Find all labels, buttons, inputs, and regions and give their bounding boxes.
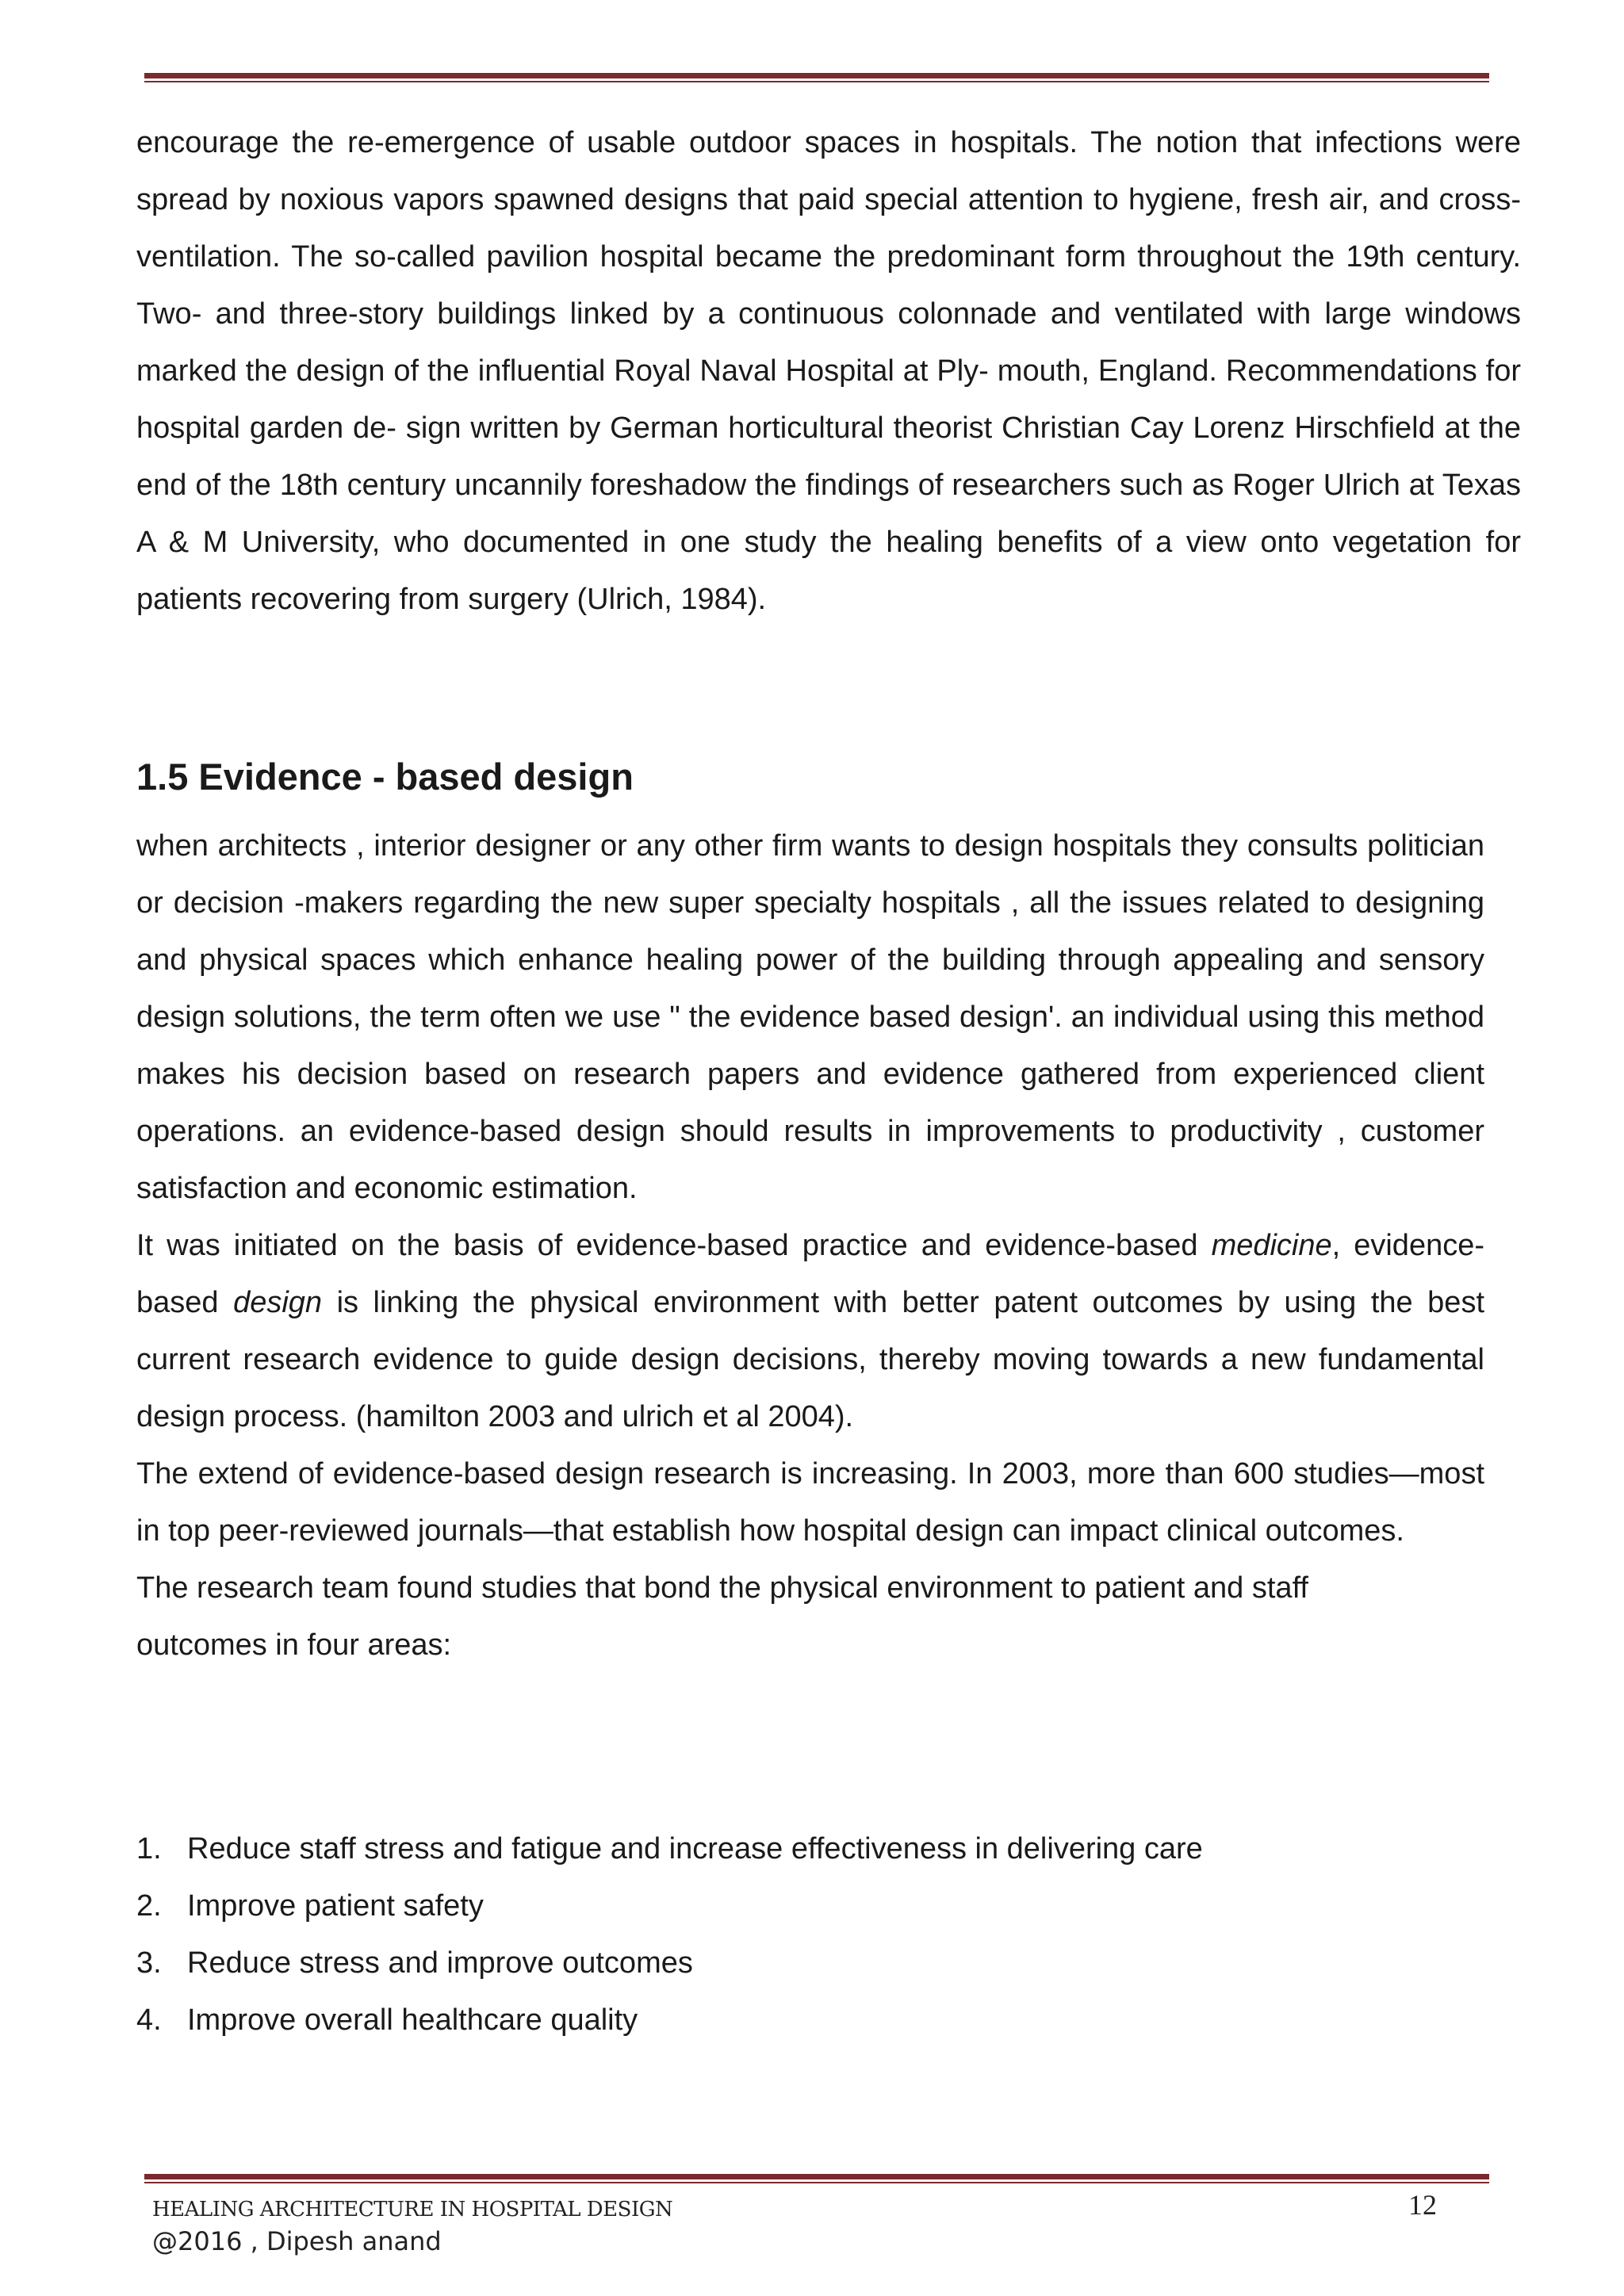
body-paragraph-2-last: a new fundamental design process. (hamilton 2003 and ulrich et al 2004). xyxy=(136,1343,1485,1433)
list-item xyxy=(136,1820,1203,1877)
body-paragraph-1 xyxy=(136,817,1484,1217)
emphasis-design: design xyxy=(233,1286,323,1319)
body-paragraph-3-last: clinical outcomes. xyxy=(1166,1514,1404,1548)
body-paragraph-3 xyxy=(136,1445,1484,1559)
list-item-number: 2. xyxy=(136,1889,162,1923)
body-paragraph-1-last: estimation. xyxy=(491,1172,638,1205)
list-item xyxy=(136,1877,1203,1934)
footer-rule xyxy=(144,2174,1489,2183)
body-paragraph-2-mid: , evidence-based xyxy=(136,1229,1484,1319)
intro-last-line: from surgery (Ulrich, 1984). xyxy=(399,583,767,616)
body-paragraph-4-last: outcomes in four areas: xyxy=(136,1628,452,1662)
body-paragraph-2 xyxy=(136,1217,1484,1445)
footer-document-title: HEALING ARCHITECTURE IN HOSPITAL DESIGN xyxy=(152,2198,673,2221)
body-paragraph-1-text: when architects , interior designer or any other firm wants to design hospitals they consults politician or decision -makers regarding the new super specialty hospitals , all the issues related to designing and physical spaces which enhance healing power of the building through appealing and sensory design solutions, the term often we use " the evidence based design'. an individual using this method makes his decision based on research papers and evidence gathered from experienced client operations. an evidence-based design should results in improvements to productivity , customer satisfaction and economic xyxy=(136,829,1484,1205)
header-rule xyxy=(144,73,1489,82)
body-paragraph-3-text: The extend of evidence-based design research is increasing. In 2003, more than 600 studies—most in top peer-reviewed journals—that establish how hospital design can impact xyxy=(136,1457,1484,1548)
intro-paragraph xyxy=(136,114,1521,628)
body-paragraph-4 xyxy=(136,1559,1484,1674)
body-paragraph-4-text: The research team found studies that bond the physical environment to patient and staff xyxy=(136,1571,1308,1605)
body-paragraph-2-start: It was initiated on the basis of evidence-based practice and evidence-based xyxy=(136,1229,1212,1262)
list-item xyxy=(136,1992,1203,2049)
footer-credit: @2016 , Dipesh anand xyxy=(152,2226,442,2256)
list-item-number: 4. xyxy=(136,2003,162,2037)
page-number: 12 xyxy=(1408,2189,1437,2221)
list-item-text: Improve overall healthcare quality xyxy=(187,2003,638,2037)
list-item-text: Improve patient safety xyxy=(187,1889,484,1923)
intro-text: encourage the re-emergence of usable outdoor spaces in hospitals. The notion that infections were spread by noxious vapors spawned designs that paid special attention to hygiene, fresh air, and cross-ventilation. The so-called pavilion hospital became the predominant form throughout the 19th century. Two- and three-story buildings linked by a continuous colonnade and ventilated with large windows marked the design of the influential Royal Naval Hospital at Ply- mouth, England. Recommendations for hospital garden de- sign written by German horticultural theorist Christian Cay Lorenz Hirschfield at the end of the 18th century uncannily foreshadow the findings of researchers such as Roger Ulrich at Texas A & M University, who documented in one study the healing benefits of a view onto vegetation for patients recovering xyxy=(136,126,1521,616)
outcome-areas-list xyxy=(136,1820,1203,2049)
list-item-number: 3. xyxy=(136,1946,162,1980)
list-item-text: Reduce staff stress and fatigue and increase effectiveness in delivering care xyxy=(187,1832,1203,1866)
list-item-text: Reduce stress and improve outcomes xyxy=(187,1946,693,1980)
section-heading: 1.5 Evidence - based design xyxy=(136,756,634,798)
emphasis-medicine: medicine xyxy=(1211,1229,1332,1262)
list-item-number: 1. xyxy=(136,1832,162,1866)
section-body xyxy=(136,817,1484,1674)
body-paragraph-2-rest: is linking the physical environment with better patent outcomes by using the best current research evidence to guide design decisions, thereby moving towards xyxy=(136,1286,1484,1376)
list-item xyxy=(136,1934,1203,1992)
